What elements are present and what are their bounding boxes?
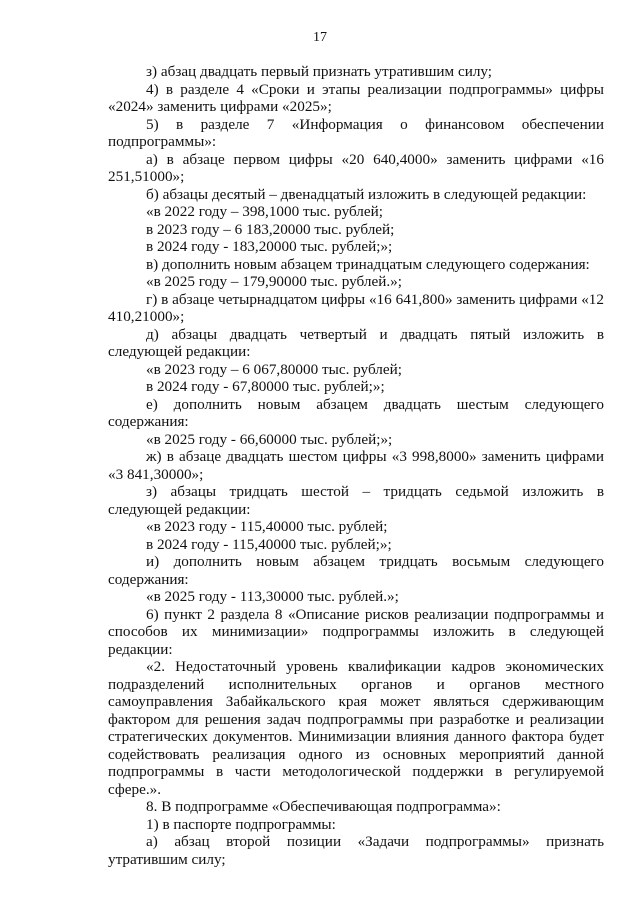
paragraph: «в 2025 году - 66,60000 тыс. рублей;»; [146,430,393,448]
paragraph: в 2023 году – 6 183,20000 тыс. рублей; [146,220,395,238]
paragraph: 5) в разделе 7 «Информация о финансовом обеспечении подпрограммы»: [108,115,604,150]
paragraph: г) в абзаце четырнадцатом цифры «16 641,800» заменить цифрами «12 410,21000»; [108,290,604,325]
paragraph: «в 2023 году - 115,40000 тыс. рублей; [146,518,388,535]
paragraph: з) абзацы тридцать шестой – тридцать седьмой изложить в следующей редакции: [108,483,604,518]
paragraph: в 2024 году - 115,40000 тыс. рублей;»; [146,535,392,553]
paragraph: з) абзац двадцать первый признать утратившим силу; [146,63,493,80]
paragraph: «в 2025 году - 113,30000 тыс. рублей.»; [146,588,399,605]
paragraph: а) в абзаце первом цифры «20 640,4000» заменить цифрами «16 251,51000»; [108,150,604,185]
paragraph: ж) в абзаце двадцать шестом цифры «3 998,8000» заменить цифрами «3 841,30000»; [108,448,604,483]
paragraph: 8. В подпрограмме «Обеспечивающая подпрограмма»: [146,798,501,815]
paragraph: е) дополнить новым абзацем двадцать шестым следующего содержания: [108,395,604,430]
paragraph: «2. Недостаточный уровень квалификации кадров экономических подразделений исполнительных органов и органов местного самоуправления Забайкальского края может являться сдерживающим фактором для решения задач подпрограммы при разработке и реализации стратегических документов. Минимизации влияния данного фактора будет содействовать реализация одного из основных мероприятий данной подпрограммы в части методологической поддержки в регулируемой сфере.». [108,658,604,798]
paragraph: «в 2023 году – 6 067,80000 тыс. рублей; [146,360,402,378]
paragraph: 1) в паспорте подпрограммы: [146,815,336,833]
paragraph: д) абзацы двадцать четвертый и двадцать пятый изложить в следующей редакции: [108,325,604,360]
paragraph: «в 2025 году – 179,90000 тыс. рублей.»; [146,273,402,290]
paragraph: «в 2022 году – 398,1000 тыс. рублей; [146,203,383,220]
paragraph: и) дополнить новым абзацем тридцать восьмым следующего содержания: [108,553,604,588]
paragraph: в 2024 году - 183,20000 тыс. рублей;»; [146,238,393,255]
page-number: 17 [313,30,327,45]
paragraph: 4) в разделе 4 «Сроки и этапы реализации подпрограммы» цифры «2024» заменить цифрами «2025»; [108,80,604,115]
paragraph: а) абзац второй позиции «Задачи подпрограммы» признать утратившим силу; [108,833,604,868]
document-body [108,63,604,868]
paragraph: в) дополнить новым абзацем тринадцатым следующего содержания: [146,255,590,273]
paragraph: б) абзацы десятый – двенадцатый изложить в следующей редакции: [146,185,587,203]
paragraph: в 2024 году - 67,80000 тыс. рублей;»; [146,378,385,395]
paragraph: 6) пункт 2 раздела 8 «Описание рисков реализации подпрограммы и способов их минимизации» подпрограммы изложить в следующей редакции: [108,605,604,658]
